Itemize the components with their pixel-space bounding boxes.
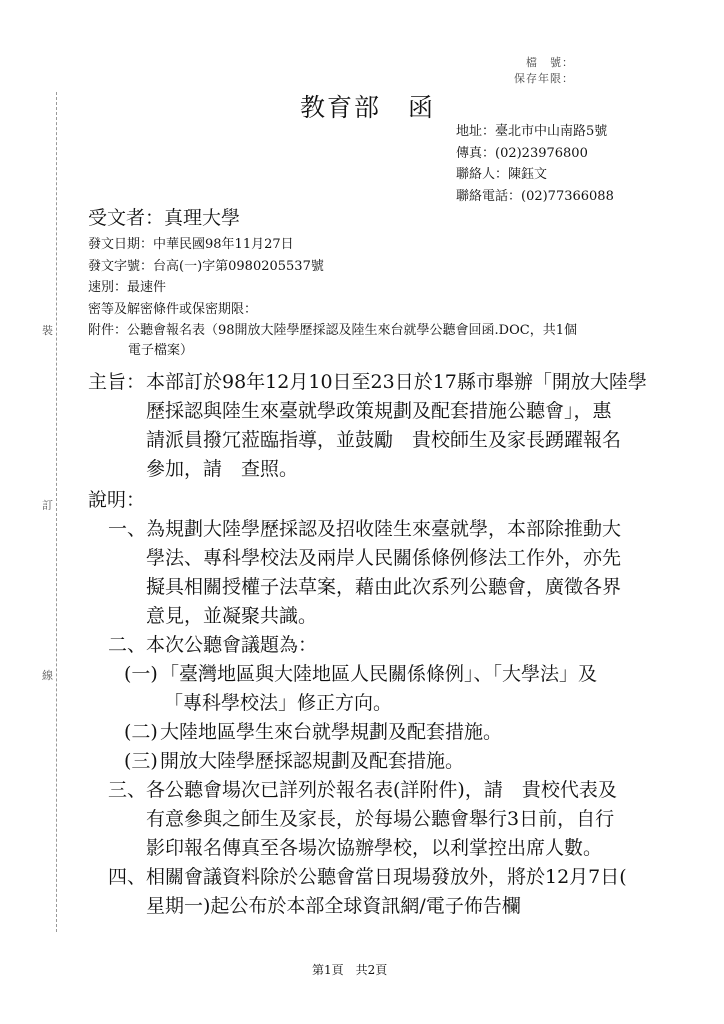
- binding-mark-zhuang: 裝: [42, 324, 53, 337]
- sub-item-line: 「臺灣地區與大陸地區人民關係條例」、「大學法」及: [160, 663, 598, 685]
- binding-dashed-line: [56, 92, 57, 932]
- contact-phone: 聯絡電話：(02)77366088: [456, 189, 614, 204]
- sub-item-label: (二): [124, 721, 158, 743]
- sub-item-line: 開放大陸學歷採認規劃及配套措施。: [160, 750, 465, 772]
- document-number: 發文字號：台高(一)字第0980205537號: [88, 259, 324, 274]
- item-label: 四、: [108, 866, 147, 888]
- sub-item-label: (一): [124, 663, 158, 685]
- item-line: 星期一)起公布於本部全球資訊網/電子佈告欄: [146, 895, 521, 917]
- item-line: 影印報名傳真至各場次協辦學校，以利掌控出席人數。: [146, 837, 603, 859]
- attachment-line-2: 電子檔案）: [128, 343, 194, 358]
- document-title: 教育部 函: [300, 93, 436, 122]
- retention-period-label: 保存年限：: [514, 72, 574, 85]
- item-label: 二、: [108, 634, 147, 656]
- attachment-line-1: 附件：公聽會報名表（98開放大陸學歷採認及陸生來台就學公聽會回函.DOC，共1個: [88, 323, 577, 338]
- item-line: 本次公聽會議題為：: [146, 634, 318, 656]
- binding-mark-xian: 線: [42, 669, 53, 682]
- item-label: 一、: [108, 518, 147, 540]
- item-line: 各公聽會場次已詳列於報名表(詳附件)，請 貴校代表及: [146, 779, 617, 801]
- item-line: 學法、專科學校法及兩岸人民關係條例修法工作外，亦先: [146, 547, 622, 569]
- gist-line: 請派員撥冗蒞臨指導，並鼓勵 貴校師生及家長踴躍報名: [146, 429, 622, 451]
- secrecy-level: 密等及解密條件或保密期限：: [88, 302, 258, 317]
- sub-item-label: (三): [124, 750, 158, 772]
- attachment: [88, 321, 648, 361]
- sub-item-line: 「專科學校法」修正方向。: [164, 692, 393, 714]
- delivery-speed: 速別：最速件: [88, 280, 167, 295]
- description-label: 說明：: [88, 489, 146, 511]
- item-line: 有意參與之師生及家長，於每場公聽會舉行3日前，自行: [146, 808, 615, 830]
- contact-person: 聯絡人：陳鈺文: [456, 167, 548, 182]
- item-line: 為規劃大陸學歷採認及招收陸生來臺就學，本部除推動大: [146, 518, 622, 540]
- gist-line: 歷採認與陸生來臺就學政策規劃及配套措施公聽會」，惠: [146, 400, 612, 422]
- item-line: 相關會議資料除於公聽會當日現場發放外，將於12月7日(: [146, 866, 627, 888]
- item-line: 擬具相關授權子法草案，藉由此次系列公聽會，廣徵各界: [146, 576, 622, 598]
- item-line: 意見，並凝聚共識。: [146, 605, 318, 627]
- recipient: 受文者：真理大學: [88, 207, 241, 229]
- sub-item-line: 大陸地區學生來台就學規劃及配套措施。: [160, 721, 503, 743]
- file-number-label: 檔 號：: [526, 56, 574, 69]
- gist-line: 參加，請 查照。: [146, 458, 299, 480]
- gist-label: 主旨：: [88, 371, 146, 393]
- contact-fax: 傳真：(02)23976800: [456, 146, 588, 161]
- item-label: 三、: [108, 779, 147, 801]
- gist-line: 本部訂於98年12月10日至23日於17縣市舉辦「開放大陸學: [146, 371, 647, 393]
- binding-mark-ding: 訂: [42, 499, 53, 512]
- contact-address: 地址：臺北市中山南路5號: [456, 124, 608, 139]
- page-footer: 第1頁 共2頁: [312, 963, 388, 977]
- issue-date: 發文日期：中華民國98年11月27日: [88, 237, 294, 252]
